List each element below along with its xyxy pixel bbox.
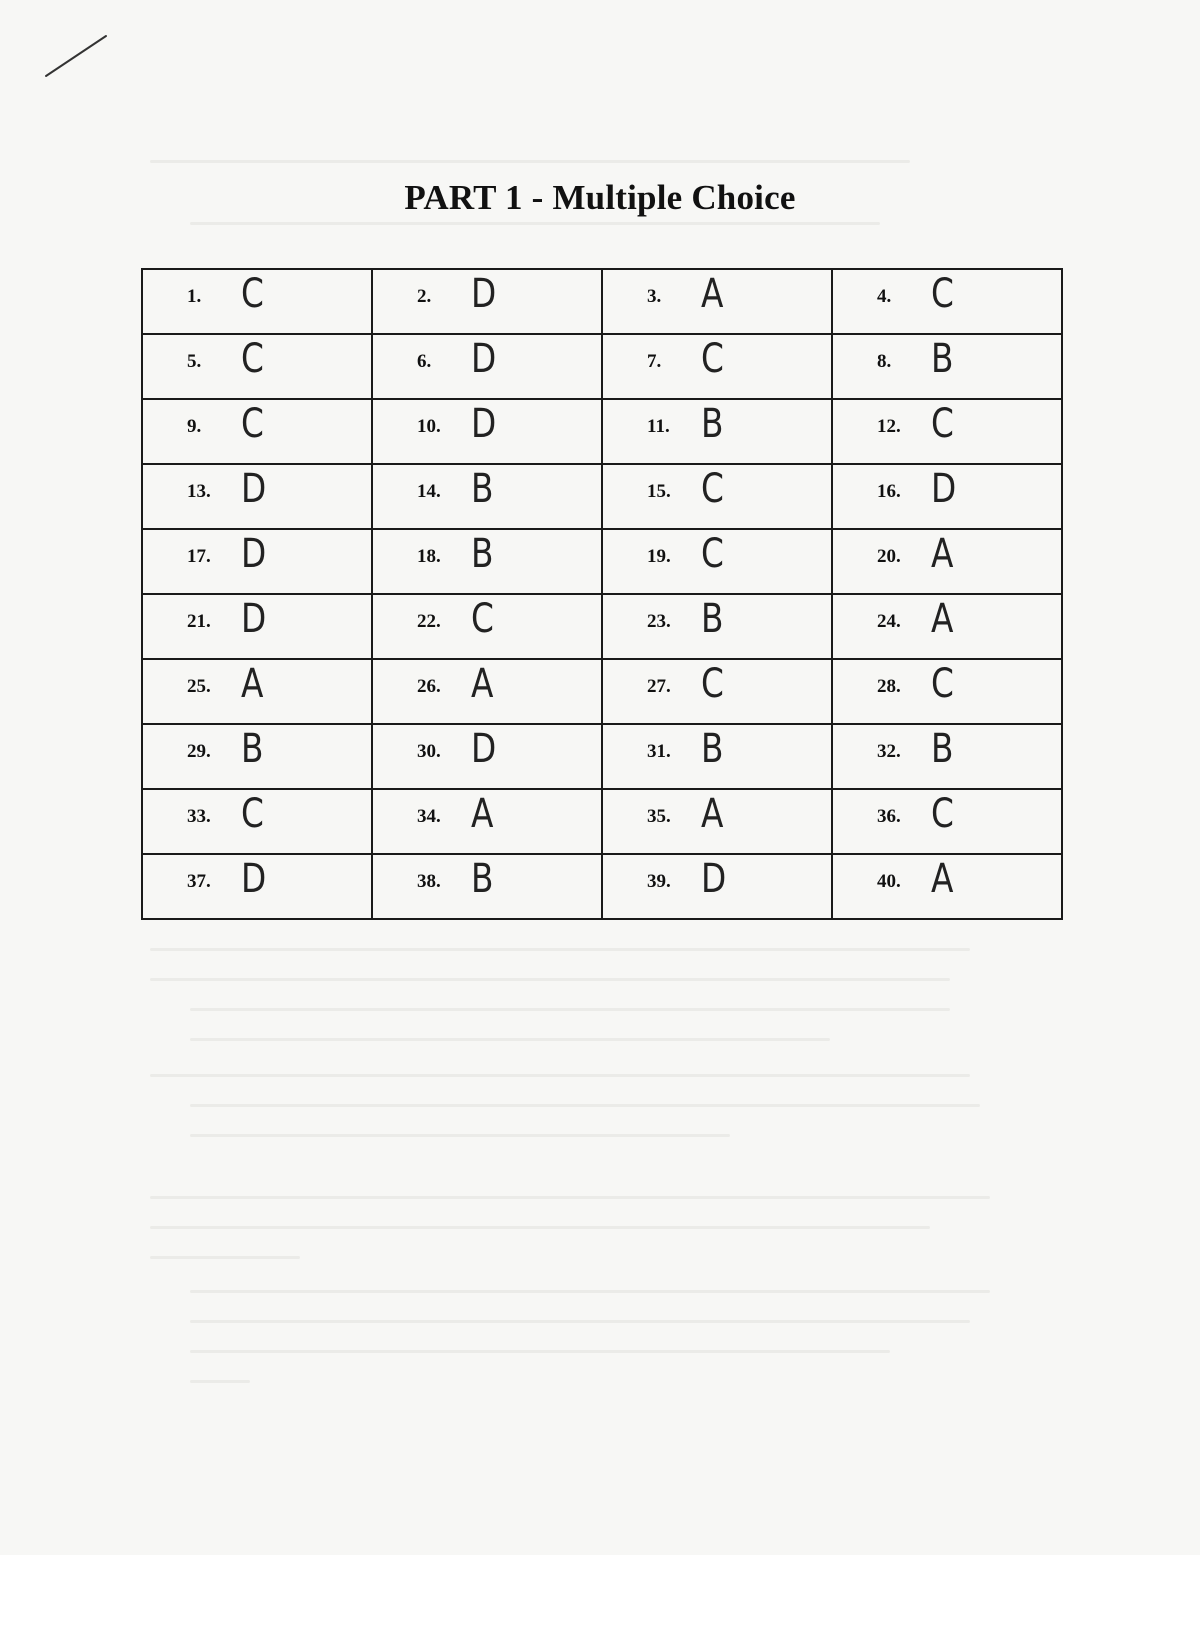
handwritten-answer: D	[241, 856, 267, 902]
question-number: 28.	[877, 676, 901, 697]
answer-cell	[832, 594, 1062, 659]
handwritten-answer: D	[471, 726, 497, 772]
answer-cell	[602, 464, 832, 529]
handwritten-answer: C	[931, 661, 954, 707]
answer-cell	[602, 399, 832, 464]
question-number: 34.	[417, 806, 441, 827]
answer-cell	[832, 464, 1062, 529]
answer-cell	[602, 334, 832, 399]
question-number: 6.	[417, 351, 432, 372]
question-number: 31.	[647, 741, 671, 762]
question-number: 22.	[417, 611, 441, 632]
answer-cell	[142, 594, 372, 659]
answer-cell	[372, 659, 602, 724]
answer-cell	[372, 334, 602, 399]
question-number: 2.	[417, 286, 432, 307]
handwritten-answer: B	[471, 466, 494, 512]
handwritten-answer: D	[241, 531, 267, 577]
scan-bottom-margin	[0, 1555, 1200, 1650]
handwritten-answer: C	[701, 661, 724, 707]
answer-row	[142, 594, 1062, 659]
question-number: 14.	[417, 481, 441, 502]
handwritten-answer: C	[931, 791, 954, 837]
question-number: 3.	[647, 286, 662, 307]
answer-cell	[832, 659, 1062, 724]
question-number: 11.	[647, 416, 670, 437]
answer-cell	[832, 269, 1062, 334]
answer-cell	[372, 529, 602, 594]
bleed-through-line	[190, 1134, 730, 1137]
answer-cell	[602, 789, 832, 854]
answer-cell	[142, 334, 372, 399]
question-number: 4.	[877, 286, 892, 307]
question-number: 18.	[417, 546, 441, 567]
answer-cell	[372, 269, 602, 334]
answer-row	[142, 399, 1062, 464]
handwritten-answer: A	[471, 791, 494, 837]
bleed-through-line	[150, 160, 910, 163]
question-number: 38.	[417, 871, 441, 892]
handwritten-answer: B	[241, 726, 264, 772]
answer-row	[142, 529, 1062, 594]
bleed-through-line	[190, 1320, 970, 1323]
question-number: 36.	[877, 806, 901, 827]
answer-cell	[142, 399, 372, 464]
bleed-through-line	[190, 1350, 890, 1353]
answer-row	[142, 659, 1062, 724]
question-number: 5.	[187, 351, 202, 372]
answer-cell	[602, 854, 832, 919]
question-number: 16.	[877, 481, 901, 502]
bleed-through-line	[150, 978, 950, 981]
question-number: 1.	[187, 286, 202, 307]
question-number: 10.	[417, 416, 441, 437]
answer-cell	[602, 594, 832, 659]
question-number: 19.	[647, 546, 671, 567]
question-number: 33.	[187, 806, 211, 827]
question-number: 27.	[647, 676, 671, 697]
bleed-through-line	[190, 1290, 990, 1293]
answer-cell	[142, 659, 372, 724]
handwritten-answer: C	[701, 466, 724, 512]
handwritten-answer: B	[931, 336, 954, 382]
answer-row	[142, 854, 1062, 919]
answer-cell	[142, 269, 372, 334]
question-number: 12.	[877, 416, 901, 437]
handwritten-answer: A	[701, 271, 724, 317]
answer-cell	[372, 789, 602, 854]
question-number: 35.	[647, 806, 671, 827]
handwritten-answer: C	[241, 401, 264, 447]
handwritten-answer: D	[241, 596, 267, 642]
answer-cell	[142, 854, 372, 919]
answer-cell	[832, 854, 1062, 919]
bleed-through-line	[150, 1256, 300, 1259]
question-number: 9.	[187, 416, 202, 437]
answer-cell	[832, 789, 1062, 854]
question-number: 40.	[877, 871, 901, 892]
handwritten-answer: D	[471, 271, 497, 317]
answer-row	[142, 269, 1062, 334]
bleed-through-line	[150, 1226, 930, 1229]
handwritten-answer: B	[701, 401, 724, 447]
bleed-through-line	[150, 1074, 970, 1077]
handwritten-answer: C	[471, 596, 494, 642]
bleed-through-line	[190, 222, 880, 225]
answer-row	[142, 334, 1062, 399]
question-number: 21.	[187, 611, 211, 632]
handwritten-answer: C	[701, 336, 724, 382]
handwritten-answer: C	[241, 271, 264, 317]
bleed-through-line	[150, 1196, 990, 1199]
handwritten-answer: D	[931, 466, 957, 512]
question-number: 20.	[877, 546, 901, 567]
bleed-through-line	[190, 1038, 830, 1041]
handwritten-answer: D	[701, 856, 727, 902]
answer-cell	[372, 724, 602, 789]
question-number: 17.	[187, 546, 211, 567]
question-number: 25.	[187, 676, 211, 697]
answer-row	[142, 464, 1062, 529]
answer-cell	[142, 724, 372, 789]
question-number: 37.	[187, 871, 211, 892]
answer-cell	[372, 594, 602, 659]
answer-row	[142, 724, 1062, 789]
question-number: 30.	[417, 741, 441, 762]
pen-stroke-mark	[40, 30, 120, 80]
question-number: 8.	[877, 351, 892, 372]
handwritten-answer: A	[931, 596, 954, 642]
handwritten-answer: A	[241, 661, 264, 707]
question-number: 15.	[647, 481, 671, 502]
question-number: 39.	[647, 871, 671, 892]
handwritten-answer: A	[931, 531, 954, 577]
handwritten-answer: A	[931, 856, 954, 902]
bleed-through-line	[190, 1380, 250, 1383]
question-number: 29.	[187, 741, 211, 762]
answer-cell	[372, 464, 602, 529]
handwritten-answer: B	[701, 726, 724, 772]
handwritten-answer: C	[701, 531, 724, 577]
handwritten-answer: C	[931, 271, 954, 317]
handwritten-answer: A	[701, 791, 724, 837]
handwritten-answer: B	[471, 531, 494, 577]
answer-cell	[142, 529, 372, 594]
bleed-through-line	[190, 1008, 950, 1011]
handwritten-answer: C	[931, 401, 954, 447]
bleed-through-line	[150, 948, 970, 951]
handwritten-answer: D	[471, 336, 497, 382]
answer-cell	[602, 659, 832, 724]
handwritten-answer: C	[241, 336, 264, 382]
answer-cell	[832, 529, 1062, 594]
answer-cell	[602, 724, 832, 789]
handwritten-answer: A	[471, 661, 494, 707]
question-number: 24.	[877, 611, 901, 632]
handwritten-answer: C	[241, 791, 264, 837]
bleed-through-line	[190, 1104, 980, 1107]
handwritten-answer: D	[471, 401, 497, 447]
handwritten-answer: D	[241, 466, 267, 512]
answer-cell	[372, 399, 602, 464]
answer-cell	[602, 269, 832, 334]
question-number: 32.	[877, 741, 901, 762]
answer-cell	[142, 464, 372, 529]
question-number: 23.	[647, 611, 671, 632]
answer-cell	[832, 724, 1062, 789]
answer-cell	[142, 789, 372, 854]
question-number: 13.	[187, 481, 211, 502]
page-title: PART 1 - Multiple Choice	[404, 178, 796, 217]
question-number: 7.	[647, 351, 662, 372]
answer-cell	[372, 854, 602, 919]
answer-row	[142, 789, 1062, 854]
question-number: 26.	[417, 676, 441, 697]
answer-cell	[602, 529, 832, 594]
answer-grid	[141, 268, 1063, 920]
handwritten-answer: B	[471, 856, 494, 902]
answer-cell	[832, 334, 1062, 399]
answer-cell	[832, 399, 1062, 464]
handwritten-answer: B	[701, 596, 724, 642]
handwritten-answer: B	[931, 726, 954, 772]
